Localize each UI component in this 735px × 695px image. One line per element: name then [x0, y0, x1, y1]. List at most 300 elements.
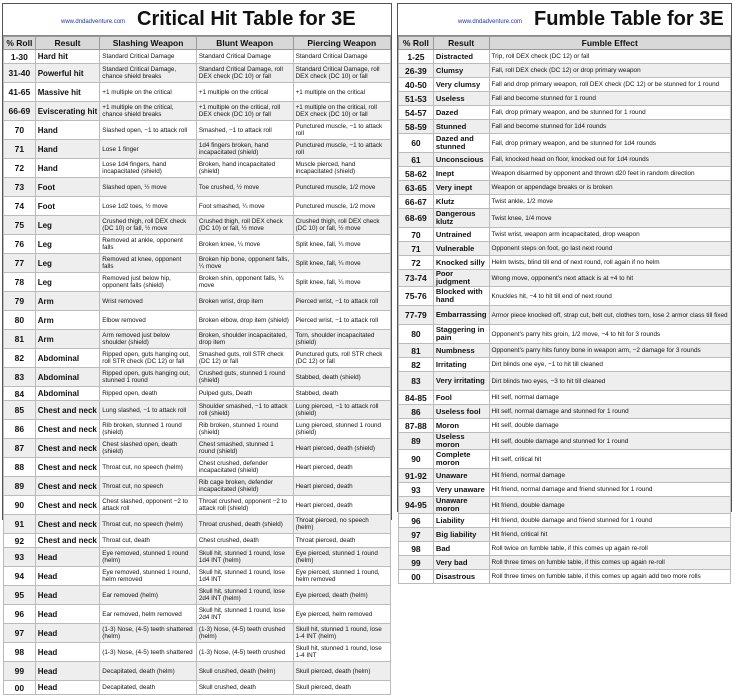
effect-cell: (1-3) Nose, (4-5) teeth crushed (helm) — [196, 624, 293, 643]
table-row — [4, 197, 391, 216]
roll-cell: 80 — [4, 311, 36, 330]
effect-cell: Decapitated, death — [100, 681, 197, 695]
result-cell: Poor judgment — [433, 270, 489, 287]
table-row — [399, 120, 731, 134]
table-row — [4, 311, 391, 330]
effect-cell: Slashed open, −1 to attack roll — [100, 121, 197, 140]
result-cell: Chest and neck — [35, 496, 100, 515]
column-header: Result — [433, 37, 489, 50]
fumble-panel — [397, 3, 732, 582]
column-header: Piercing Weapon — [293, 37, 390, 50]
table-row — [399, 556, 731, 570]
table-row — [399, 50, 731, 64]
result-cell: Inept — [433, 167, 489, 181]
effect-cell: Standard Critical Damage — [196, 50, 293, 64]
roll-cell: 91-92 — [399, 469, 434, 483]
result-cell: Useless fool — [433, 405, 489, 419]
table-row — [399, 358, 731, 372]
effect-cell: Throat pierced, no speech (helm) — [293, 515, 390, 534]
effect-cell: Dirt blinds one eye, −1 to hit till cleaned — [489, 358, 731, 372]
effect-cell: Crushed thigh, roll DEX check (DC 10) or fall, ½ move — [196, 216, 293, 235]
effect-cell: Smashed, −1 to attack roll — [196, 121, 293, 140]
effect-cell: Skull hit, stunned 1 round, lose 1-4 INT — [293, 643, 390, 662]
effect-cell: Ripped open, guts hanging out, roll STR check (DC 12) or fall — [100, 349, 197, 368]
roll-cell: 91 — [4, 515, 36, 534]
result-cell: Untrained — [433, 228, 489, 242]
effect-cell: Broken, shoulder incapacitated, drop item — [196, 330, 293, 349]
effect-cell: Eye removed, stunned 1 round, helm removed — [100, 567, 197, 586]
result-cell: Very bad — [433, 556, 489, 570]
column-header: % Roll — [4, 37, 36, 50]
effect-cell: Crushed thigh, roll DEX check (DC 10) or fall, ½ move — [293, 216, 390, 235]
table-row — [4, 420, 391, 439]
effect-cell: Chest crushed, defender incapacitated (shield) — [196, 458, 293, 477]
table-header-row — [4, 37, 391, 50]
roll-cell: 89 — [4, 477, 36, 496]
result-cell: Embarrassing — [433, 306, 489, 325]
result-cell: Dazed — [433, 106, 489, 120]
effect-cell: Fall, drop primary weapon, and be stunned for 1d4 rounds — [489, 134, 731, 153]
roll-cell: 87-88 — [399, 419, 434, 433]
result-cell: Clumsy — [433, 64, 489, 78]
effect-cell: Rib broken, stunned 1 round (shield) — [196, 420, 293, 439]
effect-cell: Punctured guts, roll STR check (DC 12) or fall — [293, 349, 390, 368]
table-row — [4, 121, 391, 140]
effect-cell: Fall, drop primary weapon, and be stunned for 1 round — [489, 106, 731, 120]
effect-cell: Throat pierced, death — [293, 534, 390, 548]
effect-cell: Stabbed, death — [293, 387, 390, 401]
result-cell: Klutz — [433, 195, 489, 209]
result-cell: Leg — [35, 216, 100, 235]
effect-cell: Split knee, fall, ¼ move — [293, 254, 390, 273]
roll-cell: 76 — [4, 235, 36, 254]
effect-cell: Standard Critical Damage, roll DEX check (DC 10) or fall — [293, 64, 390, 83]
roll-cell: 93 — [399, 483, 434, 497]
roll-cell: 95 — [4, 586, 36, 605]
column-header: Blunt Weapon — [196, 37, 293, 50]
result-cell: Head — [35, 586, 100, 605]
result-cell: Liability — [433, 514, 489, 528]
effect-cell: Punctured muscle, −1 to attack roll — [293, 140, 390, 159]
roll-cell: 63-65 — [399, 181, 434, 195]
effect-cell: Throat cut, no speech — [100, 477, 197, 496]
effect-cell: Throat crushed, opponent −2 to attack roll (shield) — [196, 496, 293, 515]
table-row — [4, 662, 391, 681]
result-cell: Arm — [35, 311, 100, 330]
effect-cell: (1-3) Nose, (4-5) teeth crushed — [196, 643, 293, 662]
effect-cell: Lose 1d4 fingers, hand incapacitated (shield) — [100, 159, 197, 178]
table-row — [399, 450, 731, 469]
table-row — [399, 528, 731, 542]
effect-cell: Eye pierced, helm removed — [293, 605, 390, 624]
roll-cell: 80 — [399, 325, 434, 344]
result-cell: Head — [35, 548, 100, 567]
effect-cell: Heart pierced, death (shield) — [293, 439, 390, 458]
table-row — [4, 178, 391, 197]
effect-cell: (1-3) Nose, (4-5) teeth shattered (helm) — [100, 624, 197, 643]
table-row — [399, 344, 731, 358]
result-cell: Moron — [433, 419, 489, 433]
table-row — [399, 92, 731, 106]
result-cell: Leg — [35, 235, 100, 254]
result-cell: Blocked with hand — [433, 287, 489, 306]
effect-cell: Torn, shoulder incapacitated (shield) — [293, 330, 390, 349]
roll-cell: 00 — [399, 570, 434, 584]
table-row — [399, 391, 731, 405]
result-cell: Abdominal — [35, 349, 100, 368]
result-cell: Vulnerable — [433, 242, 489, 256]
fumble-title: Fumble Table for 3E — [534, 8, 724, 30]
effect-cell: Fall, knocked head on floor, knocked out for 1d4 rounds — [489, 153, 731, 167]
effect-cell: Opponent's parry hits groin, 1/2 move, −4 to hit for 3 rounds — [489, 325, 731, 344]
table-row — [399, 181, 731, 195]
effect-cell: Trip, roll DEX check (DC 12) or fall — [489, 50, 731, 64]
effect-cell: Broken shin, opponent falls, ¼ move — [196, 273, 293, 292]
effect-cell: Throat cut, death — [100, 534, 197, 548]
roll-cell: 97 — [4, 624, 36, 643]
result-cell: Bad — [433, 542, 489, 556]
result-cell: Fool — [433, 391, 489, 405]
column-header: Fumble Effect — [489, 37, 731, 50]
result-cell: Abdominal — [35, 368, 100, 387]
column-header: % Roll — [399, 37, 434, 50]
result-cell: Dazed and stunned — [433, 134, 489, 153]
effect-cell: Wrist removed — [100, 292, 197, 311]
effect-cell: Smashed guts, roll STR check (DC 12) or fall — [196, 349, 293, 368]
result-cell: Head — [35, 681, 100, 695]
effect-cell: Stabbed, death (shield) — [293, 368, 390, 387]
effect-cell: Helm twists, blind till end of next round, roll again if no helm — [489, 256, 731, 270]
roll-cell: 66-67 — [399, 195, 434, 209]
effect-cell: Punctured muscle, 1/2 move — [293, 197, 390, 216]
effect-cell: Skull crushed, death — [196, 681, 293, 695]
effect-cell: Throat cut, no speech (helm) — [100, 515, 197, 534]
roll-cell: 86 — [4, 420, 36, 439]
result-cell: Powerful hit — [35, 64, 100, 83]
site-url[interactable]: www.dndadventure.com — [458, 19, 523, 25]
effect-cell: Skull hit, stunned 1 round, lose 1-4 INT (helm) — [293, 624, 390, 643]
table-row — [4, 273, 391, 292]
roll-cell: 1-30 — [4, 50, 36, 64]
result-cell: Leg — [35, 254, 100, 273]
effect-cell: Pierced wrist, −1 to attack roll — [293, 292, 390, 311]
effect-cell: Punctured muscle, 1/2 move — [293, 178, 390, 197]
roll-cell: 82 — [4, 349, 36, 368]
roll-cell: 92 — [4, 534, 36, 548]
result-cell: Hard hit — [35, 50, 100, 64]
result-cell: Useless moron — [433, 433, 489, 450]
effect-cell: Broken, hand incapacitated (shield) — [196, 159, 293, 178]
roll-cell: 82 — [399, 358, 434, 372]
effect-cell: Eye removed, stunned 1 round (helm) — [100, 548, 197, 567]
table-row — [4, 330, 391, 349]
result-cell: Hand — [35, 121, 100, 140]
effect-cell: Roll twice on fumble table, if this comes up again re-roll — [489, 542, 731, 556]
effect-cell: Skull hit, stunned 1 round, lose 2d4 INT (helm) — [196, 586, 293, 605]
roll-cell: 83 — [4, 368, 36, 387]
result-cell: Foot — [35, 197, 100, 216]
effect-cell: Lose 1d2 toes, ½ move — [100, 197, 197, 216]
table-row — [399, 209, 731, 228]
result-cell: Chest and neck — [35, 477, 100, 496]
effect-cell: Twist wrist, weapon arm incapacitated, drop weapon — [489, 228, 731, 242]
result-cell: Irritating — [433, 358, 489, 372]
effect-cell: Skull pierced, death (helm) — [293, 662, 390, 681]
roll-cell: 75 — [4, 216, 36, 235]
effect-cell: Split knee, fall, ¼ move — [293, 273, 390, 292]
result-cell: Head — [35, 643, 100, 662]
effect-cell: Skull hit, stunned 1 round, lose 1d4 INT (helm) — [196, 548, 293, 567]
roll-cell: 74 — [4, 197, 36, 216]
effect-cell: Ripped open, death — [100, 387, 197, 401]
result-cell: Head — [35, 567, 100, 586]
result-cell: Chest and neck — [35, 401, 100, 420]
result-cell: Massive hit — [35, 83, 100, 102]
roll-cell: 70 — [4, 121, 36, 140]
result-cell: Dangerous klutz — [433, 209, 489, 228]
effect-cell: Fall, roll DEX check (DC 12) or drop primary weapon — [489, 64, 731, 78]
table-row — [4, 643, 391, 662]
effect-cell: (1-3) Nose, (4-5) teeth shattered — [100, 643, 197, 662]
effect-cell: Opponent steps on foot, go last next round — [489, 242, 731, 256]
roll-cell: 89 — [399, 433, 434, 450]
roll-cell: 70 — [399, 228, 434, 242]
effect-cell: Standard Critical Damage — [293, 50, 390, 64]
roll-cell: 88 — [4, 458, 36, 477]
effect-cell: Eye pierced, death (helm) — [293, 586, 390, 605]
table-row — [399, 64, 731, 78]
table-row — [4, 401, 391, 420]
effect-cell: Skull pierced, death — [293, 681, 390, 695]
roll-cell: 84 — [4, 387, 36, 401]
result-cell: Head — [35, 605, 100, 624]
result-cell: Abdominal — [35, 387, 100, 401]
table-row — [399, 256, 731, 270]
result-cell: Chest and neck — [35, 420, 100, 439]
result-cell: Very unaware — [433, 483, 489, 497]
effect-cell: Removed just below hip, opponent falls (shield) — [100, 273, 197, 292]
effect-cell: Hit friend, normal damage and friend stunned for 1 round — [489, 483, 731, 497]
effect-cell: Skull hit, stunned 1 round, lose 2d4 INT — [196, 605, 293, 624]
result-cell: Stunned — [433, 120, 489, 134]
effect-cell: Punctured muscle, −1 to attack roll — [293, 121, 390, 140]
result-cell: Distracted — [433, 50, 489, 64]
effect-cell: Broken wrist, drop item — [196, 292, 293, 311]
table-row — [399, 242, 731, 256]
table-row — [4, 50, 391, 64]
roll-cell: 77-79 — [399, 306, 434, 325]
roll-cell: 61 — [399, 153, 434, 167]
effect-cell: Rib cage broken, defender incapacitated (shield) — [196, 477, 293, 496]
effect-cell: +1 multiple on the critical — [293, 83, 390, 102]
effect-cell: Ear removed, helm removed — [100, 605, 197, 624]
table-row — [4, 235, 391, 254]
column-header: Result — [35, 37, 100, 50]
roll-cell: 93 — [4, 548, 36, 567]
roll-cell: 99 — [4, 662, 36, 681]
result-cell: Knocked silly — [433, 256, 489, 270]
site-url[interactable]: www.dndadventure.com — [61, 19, 126, 25]
table-row — [399, 514, 731, 528]
table-row — [399, 469, 731, 483]
table-row — [4, 439, 391, 458]
roll-cell: 73-74 — [399, 270, 434, 287]
effect-cell: Hit self, critical hit — [489, 450, 731, 469]
effect-cell: Opponent's parry hits funny bone in weapon arm, −2 damage for 3 rounds — [489, 344, 731, 358]
effect-cell: Ripped open, guts hanging out, stunned 1 round — [100, 368, 197, 387]
table-row — [399, 483, 731, 497]
roll-cell: 68-69 — [399, 209, 434, 228]
effect-cell: Skull crushed, death (helm) — [196, 662, 293, 681]
table-row — [399, 306, 731, 325]
critical-hit-table — [3, 36, 391, 695]
effect-cell: Chest slashed open, death (shield) — [100, 439, 197, 458]
table-row — [399, 497, 731, 514]
table-row — [399, 228, 731, 242]
table-row — [4, 515, 391, 534]
table-row — [4, 534, 391, 548]
effect-cell: Hit friend, double damage and friend stunned for 1 round — [489, 514, 731, 528]
roll-cell: 96 — [4, 605, 36, 624]
roll-cell: 90 — [4, 496, 36, 515]
effect-cell: Skull hit, stunned 1 round, lose 1d4 INT — [196, 567, 293, 586]
table-row — [4, 387, 391, 401]
table-row — [4, 216, 391, 235]
roll-cell: 58-62 — [399, 167, 434, 181]
roll-cell: 86 — [399, 405, 434, 419]
roll-cell: 98 — [4, 643, 36, 662]
effect-cell: Roll three times on fumble table, if this comes up again re-roll — [489, 556, 731, 570]
result-cell: Numbness — [433, 344, 489, 358]
roll-cell: 58-59 — [399, 120, 434, 134]
roll-cell: 97 — [399, 528, 434, 542]
table-row — [4, 586, 391, 605]
roll-cell: 98 — [399, 542, 434, 556]
effect-cell: Hit self, double damage — [489, 419, 731, 433]
result-cell: Chest and neck — [35, 515, 100, 534]
table-row — [399, 78, 731, 92]
roll-cell: 81 — [4, 330, 36, 349]
roll-cell: 1-25 — [399, 50, 434, 64]
table-row — [4, 349, 391, 368]
effect-cell: Roll three times on fumble table, if this comes up again add two more rolls — [489, 570, 731, 584]
effect-cell: Removed at knee, opponent falls — [100, 254, 197, 273]
table-row — [4, 567, 391, 586]
table-row — [4, 254, 391, 273]
result-cell: Arm — [35, 292, 100, 311]
effect-cell: Twist knee, 1/4 move — [489, 209, 731, 228]
effect-cell: Broken hip bone, opponent falls, ¼ move — [196, 254, 293, 273]
roll-cell: 84-85 — [399, 391, 434, 405]
effect-cell: Knuckles hit, −4 to hit till end of next round — [489, 287, 731, 306]
effect-cell: +1 multiple on the critical — [100, 83, 197, 102]
table-row — [399, 570, 731, 584]
result-cell: Very irritating — [433, 372, 489, 391]
effect-cell: Muscle pierced, hand incapacitated (shield) — [293, 159, 390, 178]
effect-cell: Fall and become stunned for 1d4 rounds — [489, 120, 731, 134]
result-cell: Unaware moron — [433, 497, 489, 514]
result-cell: Big liability — [433, 528, 489, 542]
effect-cell: Hit friend, critical hit — [489, 528, 731, 542]
effect-cell: Ear removed (helm) — [100, 586, 197, 605]
effect-cell: Rib broken, stunned 1 round (shield) — [100, 420, 197, 439]
table-row — [399, 542, 731, 556]
table-row — [399, 106, 731, 120]
table-row — [399, 433, 731, 450]
result-cell: Arm — [35, 330, 100, 349]
effect-cell: Lung pierced, −1 to attack roll (shield) — [293, 401, 390, 420]
result-cell: Foot — [35, 178, 100, 197]
result-cell: Unaware — [433, 469, 489, 483]
table-header-row — [399, 37, 731, 50]
effect-cell: Broken knee, ¼ move — [196, 235, 293, 254]
critical-hit-header — [3, 4, 391, 36]
roll-cell: 81 — [399, 344, 434, 358]
effect-cell: Split knee, fall, ¼ move — [293, 235, 390, 254]
effect-cell: Throat crushed, death (shield) — [196, 515, 293, 534]
effect-cell: Decapitated, death (helm) — [100, 662, 197, 681]
effect-cell: Wrong move, opponent's next attack is at +4 to hit — [489, 270, 731, 287]
effect-cell: Twist ankle, 1/2 move — [489, 195, 731, 209]
roll-cell: 51-53 — [399, 92, 434, 106]
result-cell: Unconscious — [433, 153, 489, 167]
effect-cell: Heart pierced, death — [293, 458, 390, 477]
roll-cell: 71 — [399, 242, 434, 256]
roll-cell: 72 — [4, 159, 36, 178]
effect-cell: Removed at ankle, opponent falls — [100, 235, 197, 254]
table-row — [399, 153, 731, 167]
effect-cell: Heart pierced, death — [293, 477, 390, 496]
result-cell: Disastrous — [433, 570, 489, 584]
table-row — [399, 405, 731, 419]
effect-cell: Standard Critical Damage, roll DEX check (DC 10) or fall — [196, 64, 293, 83]
effect-cell: Hit self, normal damage — [489, 391, 731, 405]
roll-cell: 96 — [399, 514, 434, 528]
roll-cell: 72 — [399, 256, 434, 270]
effect-cell: +1 multiple on the critical, roll DEX check (DC 10) or fall — [196, 102, 293, 121]
effect-cell: Toe crushed, ½ move — [196, 178, 293, 197]
effect-cell: Dirt blinds two eyes, −3 to hit till cleaned — [489, 372, 731, 391]
effect-cell: Hit self, double damage and stunned for 1 round — [489, 433, 731, 450]
roll-cell: 77 — [4, 254, 36, 273]
result-cell: Hand — [35, 159, 100, 178]
result-cell: Head — [35, 624, 100, 643]
effect-cell: 1d4 fingers broken, hand incapacitated (shield) — [196, 140, 293, 159]
roll-cell: 94-95 — [399, 497, 434, 514]
table-row — [4, 83, 391, 102]
result-cell: Hand — [35, 140, 100, 159]
table-row — [4, 477, 391, 496]
effect-cell: Standard Critical Damage, chance shield breaks — [100, 64, 197, 83]
table-row — [399, 270, 731, 287]
roll-cell: 00 — [4, 681, 36, 695]
roll-cell: 54-57 — [399, 106, 434, 120]
roll-cell: 71 — [4, 140, 36, 159]
result-cell: Leg — [35, 273, 100, 292]
roll-cell: 26-39 — [399, 64, 434, 78]
effect-cell: Chest smashed, stunned 1 round (shield) — [196, 439, 293, 458]
table-row — [399, 287, 731, 306]
effect-cell: Chest crushed, death — [196, 534, 293, 548]
roll-cell: 90 — [399, 450, 434, 469]
effect-cell: Hit friend, normal damage — [489, 469, 731, 483]
table-row — [4, 458, 391, 477]
result-cell: Chest and neck — [35, 534, 100, 548]
roll-cell: 66-69 — [4, 102, 36, 121]
table-row — [4, 159, 391, 178]
fumble-table — [398, 36, 731, 584]
effect-cell: Lung pierced, stunned 1 round (shield) — [293, 420, 390, 439]
